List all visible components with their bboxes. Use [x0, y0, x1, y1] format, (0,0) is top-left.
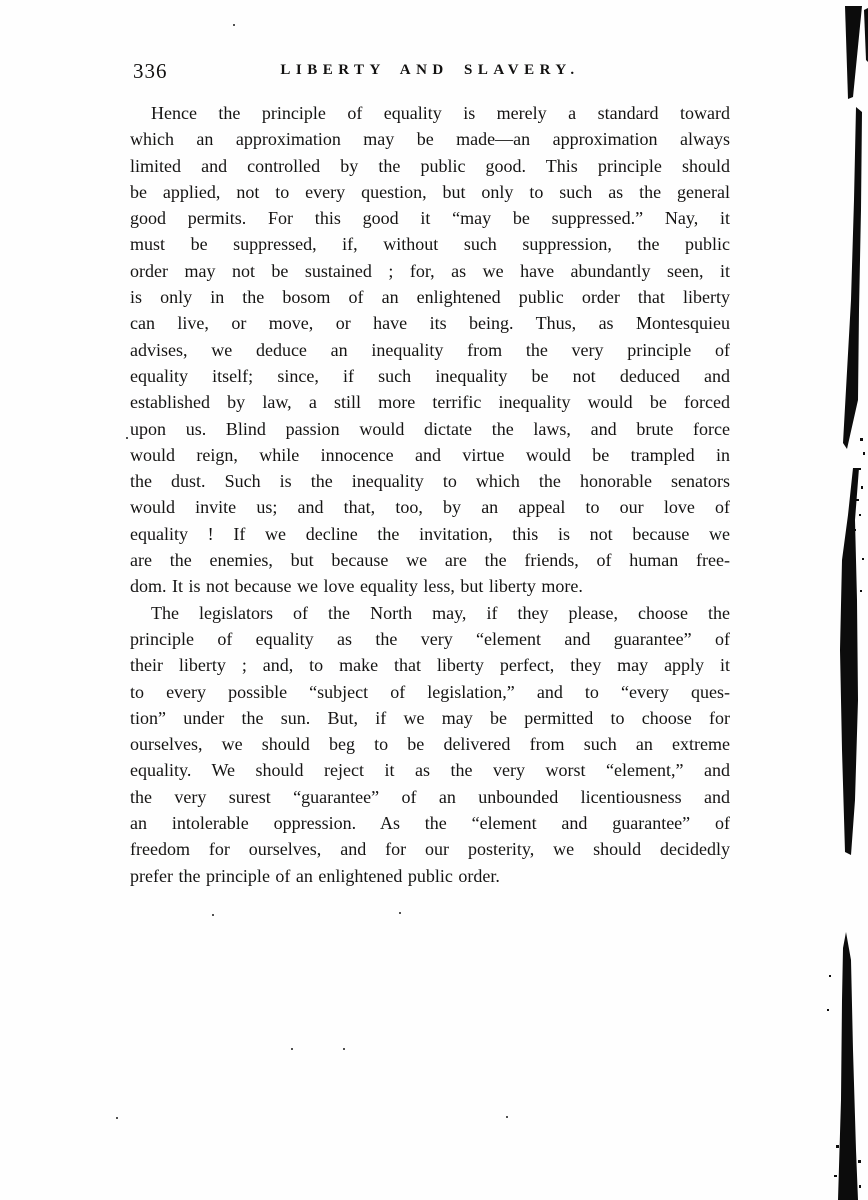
text-line: upon us. Blind passion would dictate the laws, and brute force — [130, 418, 730, 439]
text-line: limited and controlled by the public good. This principle should — [130, 155, 730, 176]
text-line: freedom for ourselves, and for our posterity, we should decidedly — [130, 839, 730, 860]
text-line: principle of equality as the very “element and guarantee” of — [130, 628, 730, 649]
dust-speck — [291, 1048, 293, 1050]
text-line: The legislators of the North may, if they please, choose the — [151, 602, 730, 623]
text-line: established by law, a still more terrific inequality would be forced — [130, 392, 730, 413]
dust-speck — [343, 1048, 345, 1050]
text-line: equality. We should reject it as the very worst “element,” and — [130, 760, 730, 781]
text-line: the dust. Such is the inequality to which the honorable senators — [130, 471, 730, 492]
paragraph — [130, 100, 730, 600]
text-line: be applied, not to every question, but only to such as the general — [130, 181, 730, 202]
dust-speck — [233, 24, 235, 26]
text-line: ourselves, we should beg to be delivered from such an extreme — [130, 734, 730, 755]
text-line: can live, or move, or have its being. Thus, as Montesquieu — [130, 313, 730, 334]
dust-speck — [126, 437, 128, 439]
text-line: would reign, while innocence and virtue would be trampled in — [130, 444, 730, 465]
page-header — [130, 58, 730, 88]
dust-speck — [212, 914, 214, 916]
text-line: would invite us; and that, too, by an appeal to our love of — [130, 497, 730, 518]
running-header-title: LIBERTY AND SLAVERY. — [280, 62, 580, 78]
text-line: must be suppressed, if, without such suppression, the public — [130, 234, 730, 255]
text-line: which an approximation may be made—an approximation always — [130, 129, 730, 150]
text-line: an intolerable oppression. As the “element and guarantee” of — [130, 813, 730, 834]
text-line: equality ! If we decline the invitation, this is not because we — [130, 523, 730, 544]
text-line: are the enemies, but because we are the friends, of human free- — [130, 550, 730, 571]
text-line: the very surest “guarantee” of an unbounded licentiousness and — [130, 786, 730, 807]
dust-speck — [399, 912, 401, 914]
text-line: order may not be sustained ; for, as we have abundantly seen, it — [130, 260, 730, 281]
text-line: advises, we deduce an inequality from the very principle of — [130, 339, 730, 360]
dust-speck — [506, 1116, 508, 1118]
page-number: 336 — [133, 59, 168, 83]
text-line: Hence the principle of equality is merely a standard toward — [151, 103, 730, 123]
text-line: equality itself; since, if such inequality be not deduced and — [130, 365, 730, 386]
text-line: to every possible “subject of legislation,” and to “every ques- — [130, 681, 730, 702]
text-line: their liberty ; and, to make that liberty perfect, they may apply it — [130, 655, 730, 676]
text-line: is only in the bosom of an enlightened public order that liberty — [130, 287, 730, 308]
text-line: dom. It is not because we love equality less, but liberty more. — [130, 576, 583, 597]
text-line: prefer the principle of an enlightened public order. — [130, 865, 500, 886]
dust-speck — [116, 1117, 118, 1119]
text-block — [130, 100, 730, 889]
text-line: good permits. For this good it “may be suppressed.” Nay, it — [130, 208, 730, 229]
paragraph — [130, 600, 730, 889]
text-line: tion” under the sun. But, if we may be permitted to choose for — [130, 707, 730, 728]
